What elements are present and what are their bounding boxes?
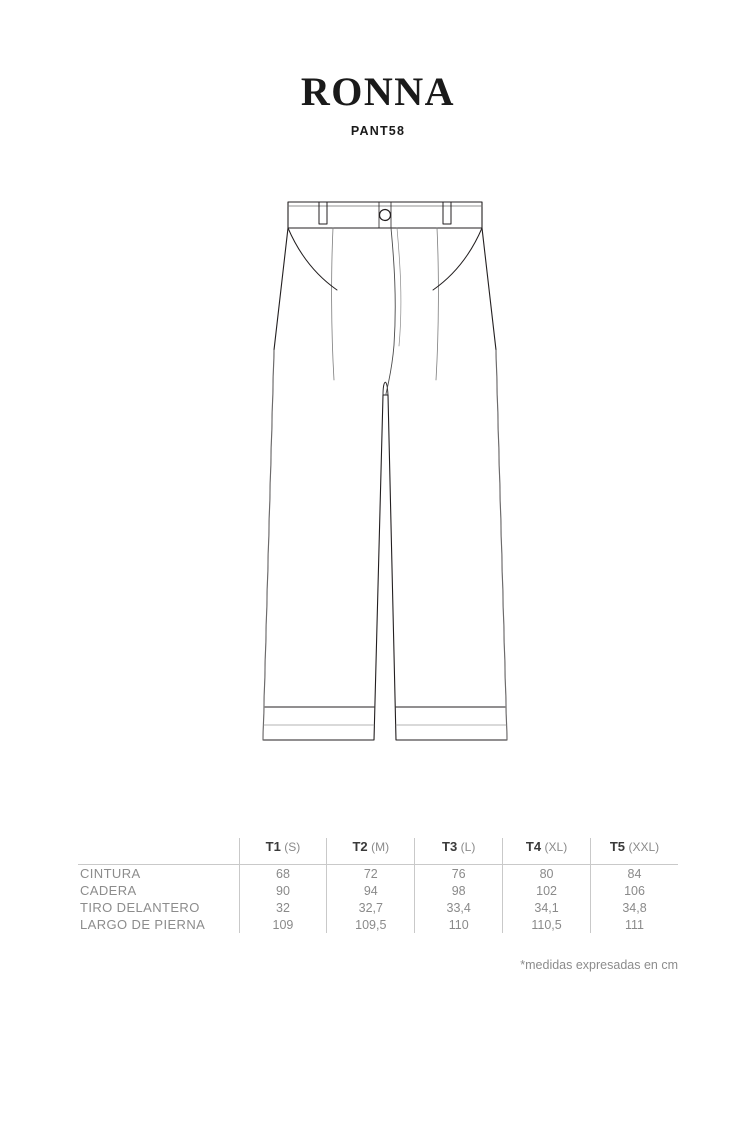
- brand-title: RONNA: [300, 69, 456, 114]
- measure-value: 68: [239, 865, 327, 883]
- measure-value: 109,5: [327, 916, 415, 933]
- measure-value: 76: [415, 865, 503, 883]
- size-table: [78, 838, 678, 933]
- table-row: [78, 916, 678, 933]
- measure-value: 34,1: [503, 899, 591, 916]
- size-alias: (S): [284, 840, 301, 854]
- measure-value: 102: [503, 882, 591, 899]
- table-row: [78, 865, 678, 883]
- table-col-header: [415, 838, 503, 865]
- measure-value: 72: [327, 865, 415, 883]
- size-code: T2: [352, 839, 368, 854]
- measure-value: 80: [503, 865, 591, 883]
- measure-value: 94: [327, 882, 415, 899]
- measure-value: 111: [591, 916, 678, 933]
- style-code: PANT58: [350, 124, 406, 138]
- table-col-header: [503, 838, 591, 865]
- size-code: T3: [442, 839, 458, 854]
- table-col-header: [591, 838, 678, 865]
- table-body: [78, 865, 678, 934]
- measure-label: TIRO DELANTERO: [80, 900, 200, 915]
- size-alias: (L): [460, 840, 476, 854]
- table-row: [78, 899, 678, 916]
- measure-value: 106: [591, 882, 678, 899]
- measurement-note: *medidas expresadas en cm: [520, 958, 678, 972]
- size-alias: (XL): [544, 840, 568, 854]
- table-head: [78, 838, 678, 865]
- measure-value: 98: [415, 882, 503, 899]
- measure-value: 110: [415, 916, 503, 933]
- size-alias: (XXL): [628, 840, 660, 854]
- measure-value: 34,8: [591, 899, 678, 916]
- table-header-row: [78, 838, 678, 865]
- measure-value: 32,7: [327, 899, 415, 916]
- size-code: T1: [265, 839, 281, 854]
- table-corner-cell: [78, 838, 239, 865]
- document-header: [0, 69, 756, 138]
- measure-value: 33,4: [415, 899, 503, 916]
- measure-value: 109: [239, 916, 327, 933]
- measure-value: 84: [591, 865, 678, 883]
- size-code: T4: [525, 839, 542, 854]
- measure-value: 90: [239, 882, 327, 899]
- size-chart: [78, 838, 678, 933]
- table-col-header: [239, 838, 327, 865]
- pants-technical-drawing: [255, 180, 515, 760]
- size-code: T5: [609, 839, 625, 854]
- table-col-header: [327, 838, 415, 865]
- measure-label: CADERA: [80, 883, 137, 898]
- measure-label: LARGO DE PIERNA: [80, 917, 206, 932]
- table-row: [78, 882, 678, 899]
- measure-value: 110,5: [503, 916, 591, 933]
- measure-value: 32: [239, 899, 327, 916]
- size-alias: (M): [371, 840, 390, 854]
- measure-label: CINTURA: [80, 866, 141, 881]
